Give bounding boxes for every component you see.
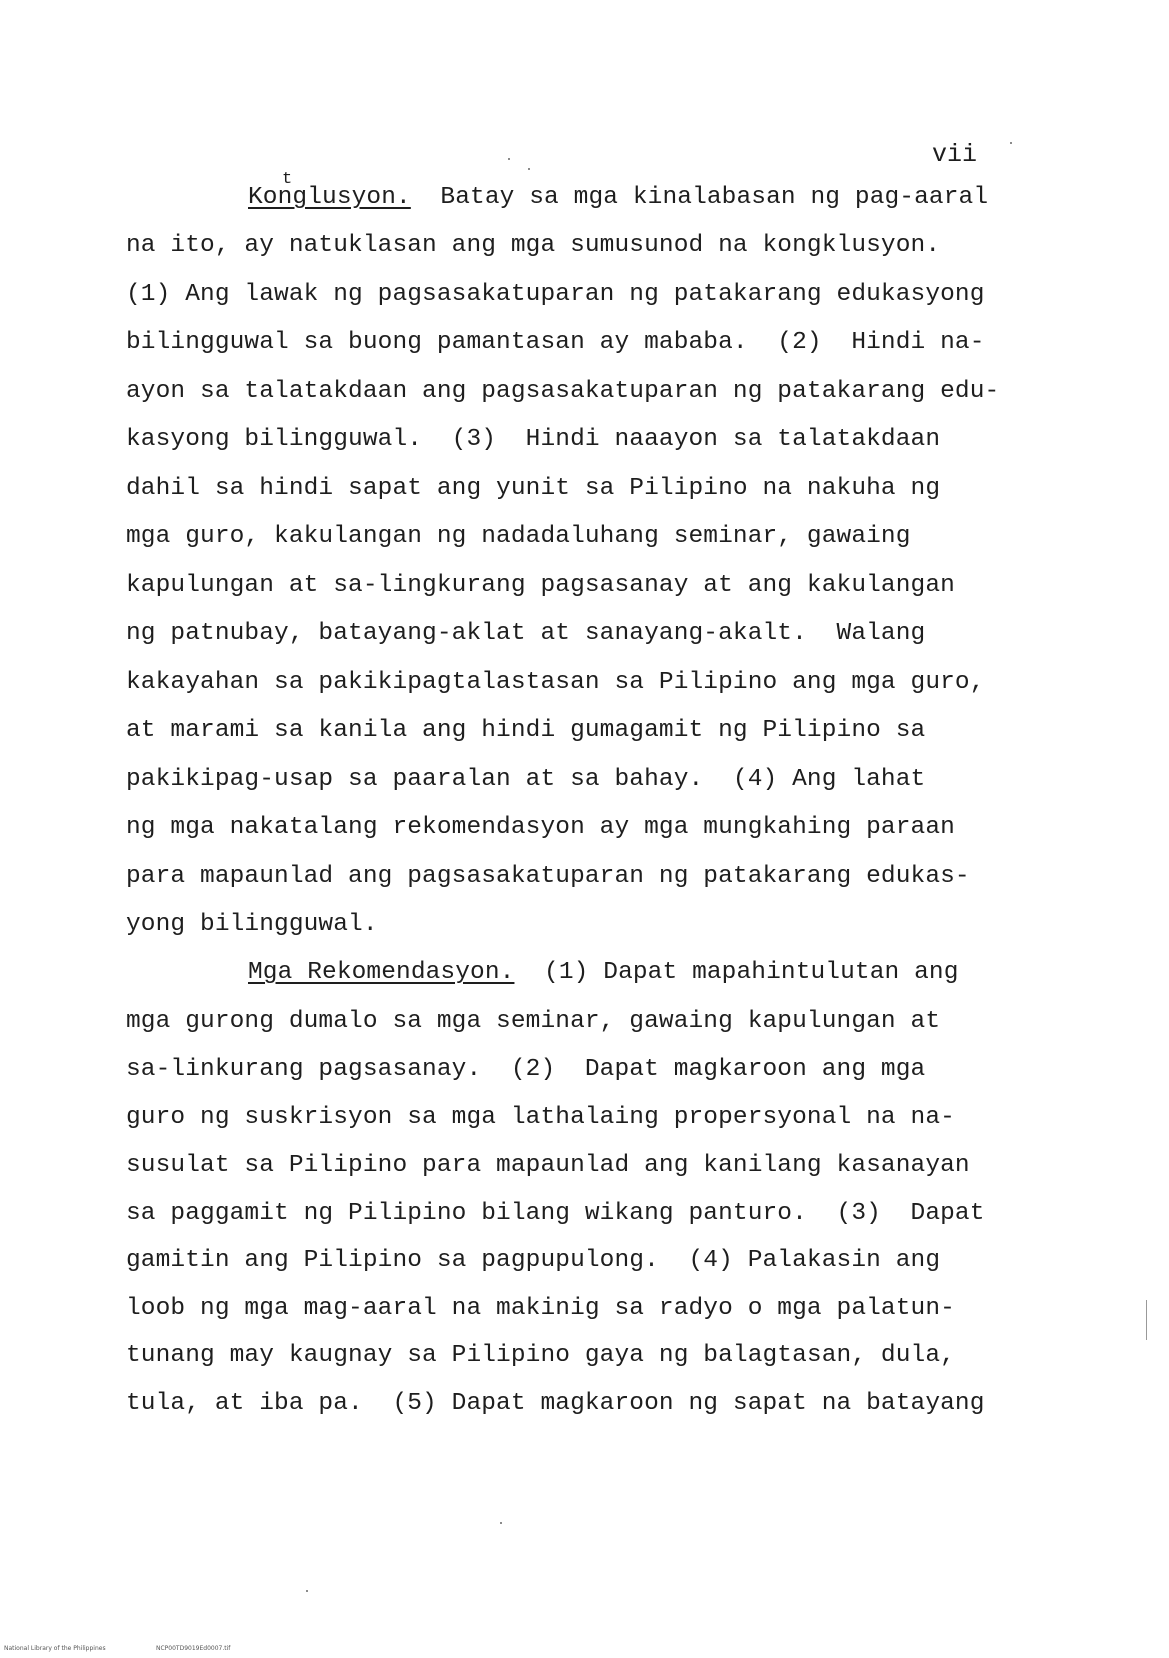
conclusion-line: na ito, ay natuklasan ang mga sumusunod na kongklusyon.: [126, 232, 941, 259]
scan-speck: [528, 168, 530, 170]
conclusion-line: (1) Ang lawak ng pagsasakatuparan ng patakarang edukasyong: [126, 281, 985, 308]
margin-dash: [1146, 1300, 1147, 1340]
conclusion-first-line: [248, 184, 988, 211]
recommendations-line: guro ng suskrisyon sa mga lathalaing propersyonal na na-: [126, 1104, 955, 1131]
conclusion-line: ayon sa talatakdaan ang pagsasakatuparan ng patakarang edu-: [126, 378, 1000, 405]
recommendations-line: sa-linkurang pagsasanay. (2) Dapat magkaroon ang mga: [126, 1056, 926, 1083]
recommendations-line: gamitin ang Pilipino sa pagpupulong. (4) Palakasin ang: [126, 1247, 941, 1274]
recommendations-line: mga gurong dumalo sa mga seminar, gawaing kapulungan at: [126, 1008, 941, 1035]
recommendations-first-line: [248, 959, 959, 986]
scan-speck: [306, 1590, 308, 1592]
conclusion-line: ng mga nakatalang rekomendasyon ay mga mungkahing paraan: [126, 814, 955, 841]
conclusion-line: at marami sa kanila ang hindi gumagamit ng Pilipino sa: [126, 717, 926, 744]
conclusion-line: kapulungan at sa-lingkurang pagsasanay at ang kakulangan: [126, 572, 955, 599]
recommendations-first-line-text: (1) Dapat mapahintulutan ang: [514, 959, 959, 986]
conclusion-first-line-text: Batay sa mga kinalabasan ng pag-aaral: [410, 184, 989, 211]
conclusion-line: kakayahan sa pakikipagtalastasan sa Pilipino ang mga guro,: [126, 669, 985, 696]
conclusion-line: mga guro, kakulangan ng nadadaluhang seminar, gawaing: [126, 523, 911, 550]
recommendations-line: tula, at iba pa. (5) Dapat magkaroon ng sapat na batayang: [126, 1390, 985, 1417]
recommendations-line: tunang may kaugnay sa Pilipino gaya ng balagtasan, dula,: [126, 1342, 955, 1369]
conclusion-line: dahil sa hindi sapat ang yunit sa Pilipino na nakuha ng: [126, 475, 941, 502]
page-number: vii: [932, 140, 978, 169]
recommendations-heading: Mga Rekomendasyon.: [248, 959, 515, 986]
conclusion-line: para mapaunlad ang pagsasakatuparan ng patakarang edukas-: [126, 863, 970, 890]
scan-speck: [500, 1522, 502, 1524]
conclusion-line: yong bilingguwal.: [126, 911, 378, 938]
conclusion-line: kasyong bilingguwal. (3) Hindi naaayon sa talatakdaan: [126, 426, 941, 453]
conclusion-line: pakikipag-usap sa paaralan at sa bahay. (4) Ang lahat: [126, 766, 926, 793]
footer-file-id: NCP00TD9019Ed0007.tif: [156, 1645, 231, 1652]
scan-speck: [1010, 142, 1012, 144]
scan-speck: [508, 158, 510, 160]
insert-mark: t: [282, 170, 293, 189]
footer-library: National Library of the Philippines: [4, 1645, 106, 1652]
recommendations-line: loob ng mga mag-aaral na makinig sa radyo o mga palatun-: [126, 1295, 955, 1322]
recommendations-line: susulat sa Pilipino para mapaunlad ang kanilang kasanayan: [126, 1152, 970, 1179]
conclusion-heading: Konglusyon.: [248, 184, 411, 211]
conclusion-line: ng patnubay, batayang-aklat at sanayang-akalt. Walang: [126, 620, 926, 647]
recommendations-line: sa paggamit ng Pilipino bilang wikang panturo. (3) Dapat: [126, 1200, 985, 1227]
conclusion-line: bilingguwal sa buong pamantasan ay mababa. (2) Hindi na-: [126, 329, 985, 356]
